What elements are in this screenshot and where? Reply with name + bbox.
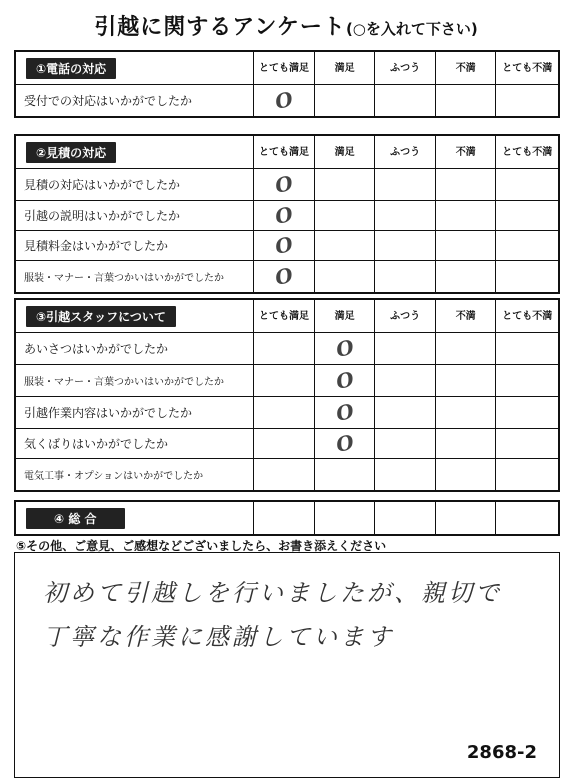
title-instruction: (○を入れて下さい)	[345, 20, 478, 38]
answer-cell[interactable]	[496, 261, 558, 292]
answer-cell[interactable]	[436, 261, 497, 292]
question-text: 引越作業内容はいかがでしたか	[16, 397, 254, 428]
answer-cell[interactable]	[436, 201, 497, 230]
answer-cell[interactable]	[315, 231, 376, 260]
answer-cell[interactable]	[436, 333, 497, 364]
question-row	[16, 364, 558, 396]
question-row	[16, 260, 558, 292]
question-text: あいさつはいかがでしたか	[16, 333, 254, 364]
answer-cell[interactable]	[496, 429, 558, 458]
answer-cell[interactable]	[375, 397, 436, 428]
answer-cell[interactable]	[254, 502, 315, 534]
col-neutral: ふつう	[375, 300, 436, 332]
handwritten-comment-line: 丁寧な作業に感謝しています	[43, 623, 394, 651]
answer-cell[interactable]	[436, 169, 497, 200]
question-row	[16, 502, 558, 534]
answer-cell[interactable]	[254, 201, 315, 230]
answer-cell[interactable]	[436, 459, 497, 490]
col-satisfied: 満足	[315, 52, 376, 84]
answer-cell[interactable]	[496, 365, 558, 396]
section-overall	[14, 500, 560, 536]
question-row	[16, 396, 558, 428]
col-very-dissatisfied: とても不満	[502, 146, 553, 158]
circle-mark: O	[272, 231, 295, 259]
section-header-row	[16, 136, 558, 168]
answer-cell[interactable]	[315, 261, 376, 292]
answer-cell[interactable]	[254, 333, 315, 364]
question-row	[16, 200, 558, 230]
question-row	[16, 84, 558, 116]
section-header-row	[16, 52, 558, 84]
question-text: 見積料金はいかがでしたか	[16, 231, 254, 260]
answer-cell[interactable]	[375, 429, 436, 458]
question-text: 気くばりはいかがでしたか	[16, 429, 254, 458]
answer-cell[interactable]	[375, 201, 436, 230]
answer-cell[interactable]	[496, 169, 558, 200]
answer-cell[interactable]	[315, 502, 376, 534]
answer-cell[interactable]	[375, 231, 436, 260]
answer-cell[interactable]	[375, 261, 436, 292]
circle-mark: O	[272, 86, 295, 114]
question-text: 受付での対応はいかがでしたか	[16, 85, 254, 116]
answer-cell[interactable]	[254, 365, 315, 396]
answer-cell[interactable]	[496, 333, 558, 364]
question-row	[16, 332, 558, 364]
answer-cell[interactable]	[375, 85, 436, 116]
section-label: ①電話の対応	[26, 58, 116, 79]
answer-cell[interactable]	[254, 231, 315, 260]
answer-cell[interactable]	[496, 201, 558, 230]
title-main: 引越に関するアンケート	[94, 15, 346, 40]
circle-mark: O	[272, 201, 295, 229]
answer-cell[interactable]	[254, 397, 315, 428]
col-satisfied: 満足	[315, 300, 376, 332]
circle-mark: O	[333, 429, 356, 457]
answer-cell[interactable]	[436, 429, 497, 458]
col-satisfied: 満足	[315, 136, 376, 168]
col-very-dissatisfied: とても不満	[502, 62, 553, 74]
answer-cell[interactable]	[254, 261, 315, 292]
question-row	[16, 230, 558, 260]
circle-mark: O	[333, 398, 356, 426]
section-staff	[14, 298, 560, 492]
section-header-row	[16, 300, 558, 332]
comment-box[interactable]	[14, 552, 560, 778]
question-text: 見積の対応はいかがでしたか	[16, 169, 254, 200]
section-label: ③引越スタッフについて	[26, 306, 176, 327]
answer-cell[interactable]	[254, 85, 315, 116]
answer-cell[interactable]	[496, 231, 558, 260]
answer-cell[interactable]	[496, 85, 558, 116]
answer-cell[interactable]	[375, 365, 436, 396]
answer-cell[interactable]	[315, 365, 376, 396]
col-very-satisfied: とても満足	[254, 136, 315, 168]
col-neutral: ふつう	[375, 52, 436, 84]
question-text: 服装・マナー・言葉つかいはいかがでしたか	[16, 365, 254, 396]
circle-mark: O	[272, 170, 295, 198]
circle-mark: O	[333, 334, 356, 362]
answer-cell[interactable]	[315, 459, 376, 490]
answer-cell[interactable]	[375, 169, 436, 200]
answer-cell[interactable]	[496, 502, 558, 534]
question-row	[16, 168, 558, 200]
question-text: 電気工事・オプションはいかがでしたか	[16, 459, 254, 490]
answer-cell[interactable]	[436, 231, 497, 260]
answer-cell[interactable]	[375, 459, 436, 490]
answer-cell[interactable]	[436, 502, 497, 534]
answer-cell[interactable]	[315, 429, 376, 458]
answer-cell[interactable]	[254, 429, 315, 458]
other-comments-label: ⑤その他、ご意見、ご感想などございましたら、お書き添えください	[16, 539, 387, 553]
circle-mark: O	[333, 366, 356, 394]
answer-cell[interactable]	[254, 459, 315, 490]
section-estimate	[14, 134, 560, 294]
col-dissatisfied: 不満	[436, 136, 497, 168]
answer-cell[interactable]	[315, 85, 376, 116]
col-dissatisfied: 不満	[436, 300, 497, 332]
survey-title	[0, 10, 572, 41]
answer-cell[interactable]	[254, 169, 315, 200]
answer-cell[interactable]	[436, 365, 497, 396]
question-text: 服装・マナー・言葉つかいはいかがでしたか	[16, 261, 254, 292]
col-neutral: ふつう	[375, 136, 436, 168]
section-phone	[14, 50, 560, 118]
answer-cell[interactable]	[436, 85, 497, 116]
answer-cell[interactable]	[315, 333, 376, 364]
col-dissatisfied: 不満	[436, 52, 497, 84]
circle-mark: O	[272, 262, 295, 290]
answer-cell[interactable]	[375, 333, 436, 364]
answer-cell[interactable]	[315, 397, 376, 428]
answer-cell[interactable]	[375, 502, 436, 534]
question-row	[16, 458, 558, 490]
col-very-satisfied: とても満足	[254, 52, 315, 84]
answer-cell[interactable]	[436, 397, 497, 428]
section-label: ②見積の対応	[26, 142, 116, 163]
section-label: ④ 総 合	[26, 508, 125, 529]
question-row	[16, 428, 558, 458]
answer-cell[interactable]	[315, 169, 376, 200]
handwritten-comment-line: 初めて引越しを行いましたが、親切で	[43, 579, 502, 607]
col-very-dissatisfied: とても不満	[502, 310, 553, 322]
answer-cell[interactable]	[496, 397, 558, 428]
question-text: 引越の説明はいかがでしたか	[16, 201, 254, 230]
answer-cell[interactable]	[496, 459, 558, 490]
answer-cell[interactable]	[315, 201, 376, 230]
col-very-satisfied: とても満足	[254, 300, 315, 332]
document-id: 2868-2	[466, 742, 537, 763]
